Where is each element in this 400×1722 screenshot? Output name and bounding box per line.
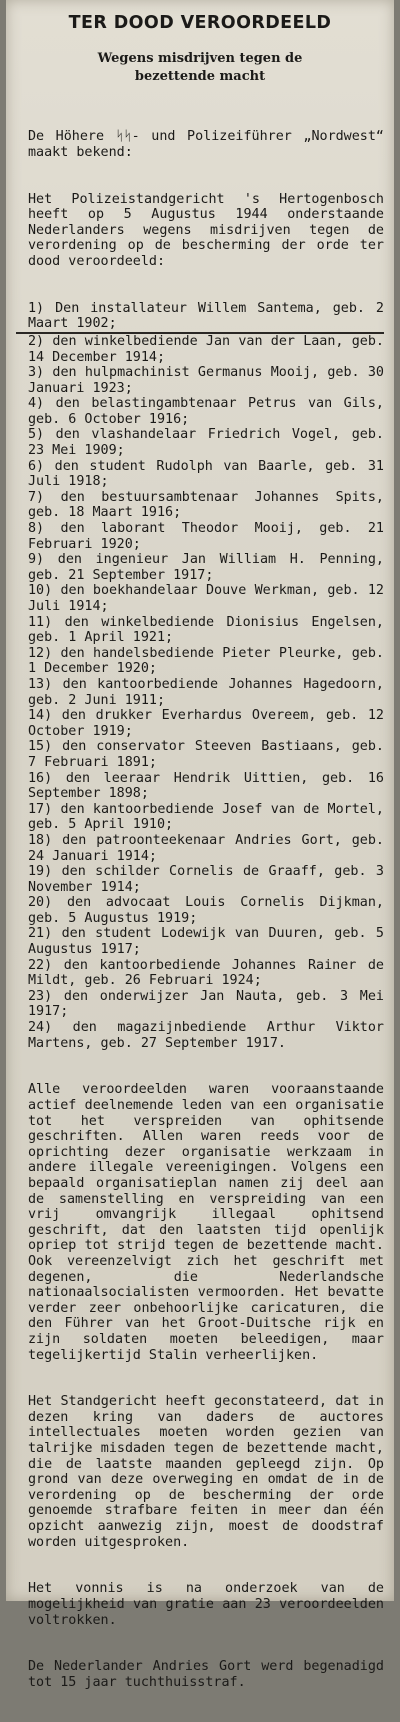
convicted-item: 16) den leeraar Hendrik Uittien, geb. 16 September 1898; bbox=[28, 770, 393, 802]
convicted-item: 15) den conservator Steeven Bastiaans, geb. 7 Februari 1891; bbox=[28, 739, 393, 770]
article-body bbox=[16, 98, 393, 1722]
convicted-item: 12) den handelsbediende Pieter Pleurke, geb. 1 December 1920; bbox=[28, 645, 393, 677]
convicted-item: 22) den kantoorbediende Johannes Rainer de Mildt, geb. 26 Februari 1924; bbox=[28, 957, 393, 989]
headline: TER DOOD VEROORDEELD bbox=[68, 13, 332, 33]
subheadline-line-2: bezettende macht bbox=[134, 69, 266, 84]
convicted-list bbox=[16, 300, 393, 1052]
convicted-item: 6) den student Rudolph van Baarle, geb. 31 Juli 1918; bbox=[28, 458, 393, 490]
convicted-item: 23) den onderwijzer Jan Nauta, geb. 3 Mei 1917; bbox=[28, 988, 393, 1020]
paragraph-pardon: De Nederlander Andries Gort werd begenadigd tot 15 jaar tuchthuisstraf. bbox=[28, 1659, 393, 1690]
convicted-item: 5) den vlashandelaar Friedrich Vogel, geb. 23 Mei 1909; bbox=[28, 427, 393, 459]
convicted-item: 18) den patroonteekenaar Andries Gort, geb. 24 Januari 1914; bbox=[28, 832, 393, 864]
convicted-item: 11) den winkelbediende Dionisius Engelsen, geb. 1 April 1921; bbox=[28, 614, 393, 646]
paragraph-vonnis: Het vonnis is na onderzoek van de mogelijkheid van gratie aan 23 veroordeelden voltrokken. bbox=[28, 1581, 393, 1628]
convicted-item: 20) den advocaat Louis Cornelis Dijkman, geb. 5 Augustus 1919; bbox=[28, 895, 393, 926]
convicted-item: 19) den schilder Cornelis de Graaff, geb. 3 November 1914; bbox=[28, 864, 393, 895]
convicted-item: 9) den ingenieur Jan William H. Penning, geb. 21 September 1917; bbox=[28, 552, 393, 583]
paragraph-organisation: Alle veroordeelden waren vooraanstaande actief deelnemende leden van een organisatie tot het verspreiden van ophitsende geschriften. Allen waren reeds voor de oprichting dezer organisatie werkzaam in andere illegale vereenigingen. Volgens een bepaald organisatieplan namen zij deel aan de samenstelling en verspreiding van een vrij omvangrijk illegaal ophitsend geschrift, dat den laatsten tijd openlijk opriep tot strijd tegen de bezettende macht. Ook vereenzelvigt zich het geschrift met degenen, die Nederlandsche nationaalsocialisten vermoorden. Het bevatte verder zeer onbehoorlijke caricaturen, die den Führer van het Groot-Duitsche rijk en zijn soldaten moeten beleedigen, maar tegelijkertijd Stalin verheerlijken. bbox=[28, 1082, 393, 1363]
convicted-item: 2) den winkelbediende Jan van der Laan, geb. 14 December 1914; bbox=[28, 333, 393, 365]
subheadline bbox=[16, 50, 384, 86]
convicted-item: 10) den boekhandelaar Douve Werkman, geb. 12 Juli 1914; bbox=[28, 583, 393, 614]
convicted-item: 14) den drukker Everhardus Overeem, geb. 12 October 1919; bbox=[28, 708, 393, 739]
article bbox=[6, 0, 394, 1722]
convicted-item: 13) den kantoorbediende Johannes Hagedoorn, geb. 2 Juni 1911; bbox=[28, 676, 393, 708]
newspaper-clipping bbox=[6, 0, 394, 1690]
convicted-item: 24) den magazijnbediende Arthur Viktor Martens, geb. 27 September 1917. bbox=[28, 1020, 393, 1051]
intro-paragraph: De Höhere ᛋᛋ- und Polizeiführer „Nordwest“ maakt bekend: bbox=[28, 129, 393, 160]
convicted-item: 3) den hulpmachinist Germanus Mooij, geb. 30 Januari 1923; bbox=[28, 365, 393, 396]
convicted-item: 21) den student Lodewijk van Duuren, geb. 5 Augustus 1917; bbox=[28, 926, 393, 958]
convicted-item: 4) den belastingambtenaar Petrus van Gils, geb. 6 October 1916; bbox=[28, 396, 393, 427]
convicted-item: 8) den laborant Theodor Mooij, geb. 21 Februari 1920; bbox=[28, 521, 393, 552]
convicted-item: 17) den kantoorbediende Josef van de Mortel, geb. 5 April 1910; bbox=[28, 801, 393, 833]
subheadline-line-1: Wegens misdrijven tegen de bbox=[97, 51, 303, 66]
paragraph-standgericht: Het Standgericht heeft geconstateerd, dat in dezen kring van daders de auctores intellectuales moeten worden gezien van talrijke misdaden tegen de bezettende macht, die de laatste maanden gepleegd zijn. Op grond van deze overweging en omdat de in de verordening op de bescherming der orde genoemde strafbare feiten in meer dan één opzicht aanwezig zijn, moest de doodstraf worden uitgesproken. bbox=[28, 1394, 393, 1550]
intro-paragraph-2: Het Polizeistandgericht 's Hertogenbosch heeft op 5 Augustus 1944 onderstaande Nederlanders wegens misdrijven tegen de verordening op de bescherming der orde ter dood veroordeeld: bbox=[28, 191, 393, 269]
convicted-item: 1) Den installateur Willem Santema, geb. 2 Maart 1902; bbox=[16, 301, 384, 334]
convicted-item: 7) den bestuursambtenaar Johannes Spits, geb. 18 Maart 1916; bbox=[28, 489, 393, 521]
